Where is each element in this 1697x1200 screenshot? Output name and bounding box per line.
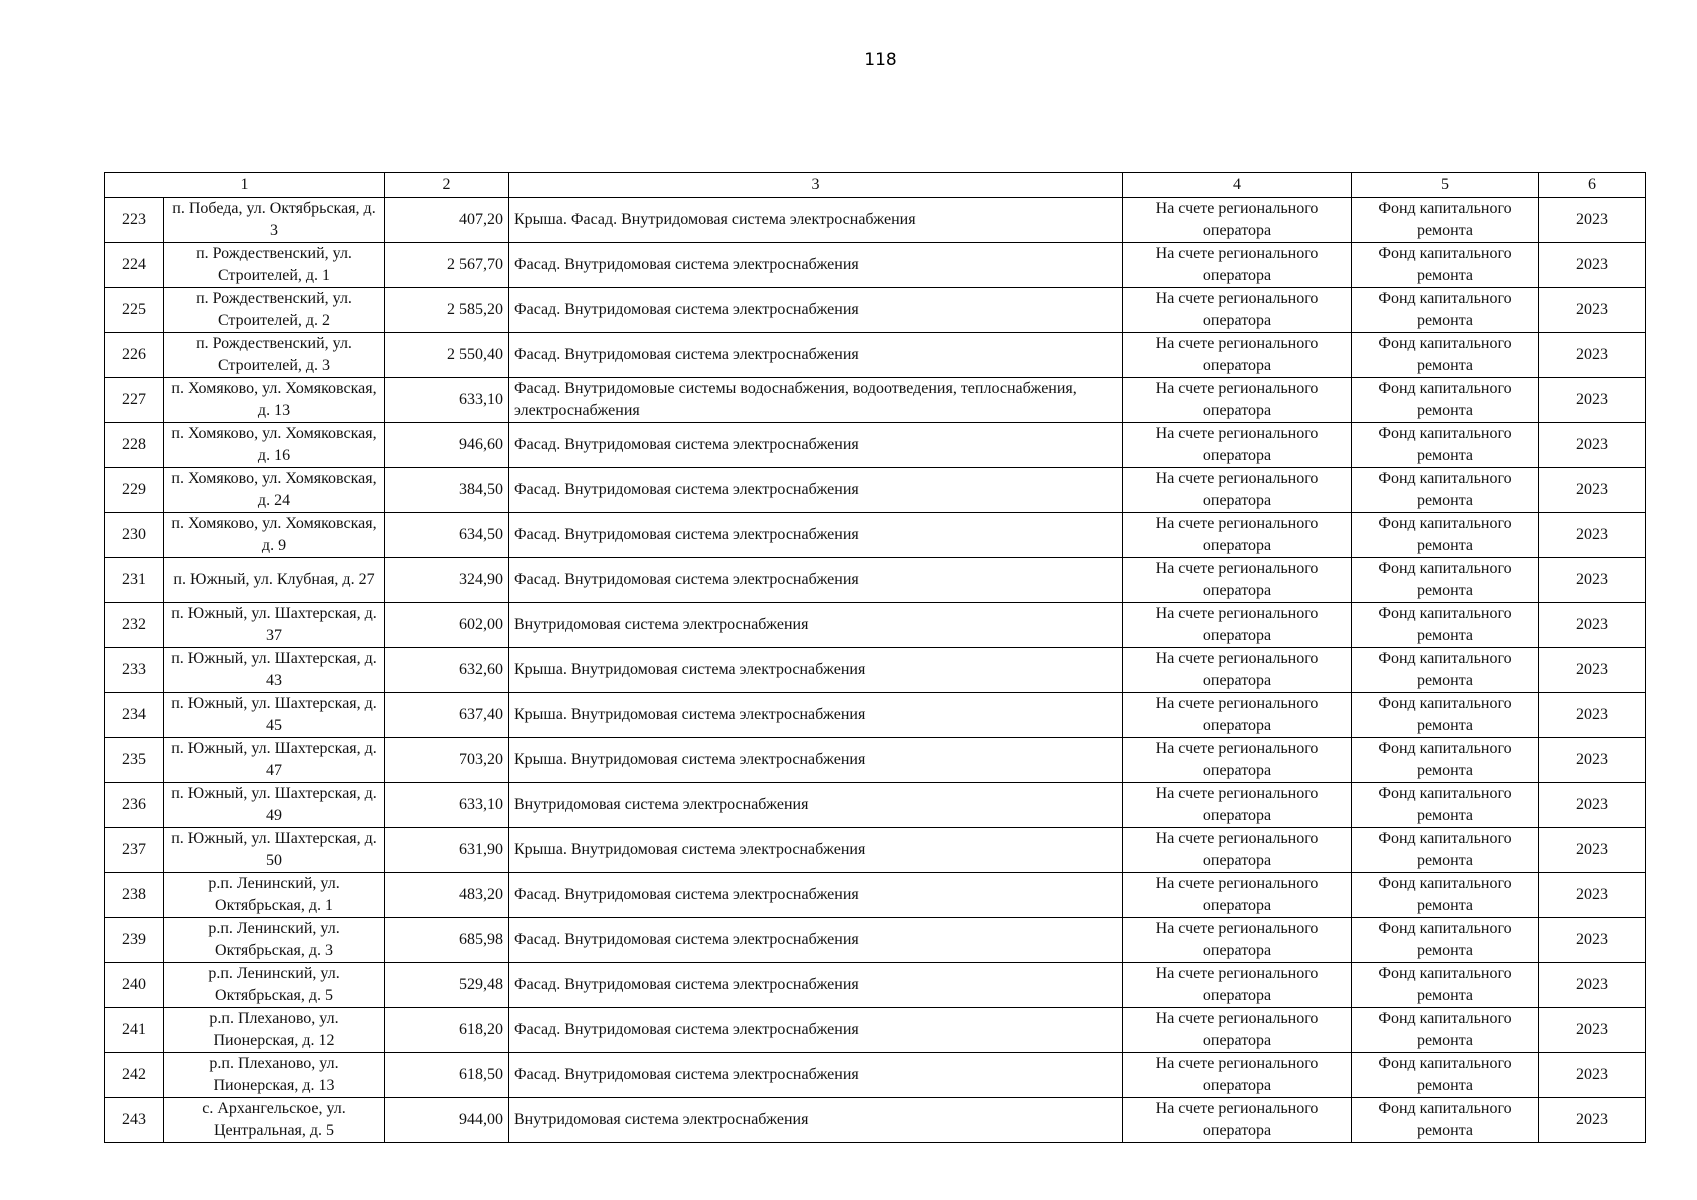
row-number: 235	[105, 738, 164, 783]
funding-source: Фонд капитального ремонта	[1352, 828, 1539, 873]
house-area: 631,90	[385, 828, 509, 873]
repair-works: Внутридомовая система электроснабжения	[509, 1098, 1123, 1143]
row-number: 234	[105, 693, 164, 738]
row-number: 241	[105, 1008, 164, 1053]
house-area: 529,48	[385, 963, 509, 1008]
fund-account: На счете регионального оператора	[1123, 513, 1352, 558]
funding-source: Фонд капитального ремонта	[1352, 738, 1539, 783]
funding-source: Фонд капитального ремонта	[1352, 648, 1539, 693]
repair-works: Внутридомовая система электроснабжения	[509, 783, 1123, 828]
table-row	[105, 693, 1646, 738]
repair-works: Фасад. Внутридомовая система электроснабжения	[509, 423, 1123, 468]
row-number: 240	[105, 963, 164, 1008]
funding-source: Фонд капитального ремонта	[1352, 513, 1539, 558]
funding-source: Фонд капитального ремонта	[1352, 1008, 1539, 1053]
page-number: 118	[864, 50, 897, 70]
funding-source: Фонд капитального ремонта	[1352, 423, 1539, 468]
repair-works: Фасад. Внутридомовая система электроснабжения	[509, 468, 1123, 513]
funding-source: Фонд капитального ремонта	[1352, 333, 1539, 378]
repair-year: 2023	[1539, 603, 1646, 648]
repair-year: 2023	[1539, 1008, 1646, 1053]
funding-source: Фонд капитального ремонта	[1352, 1098, 1539, 1143]
repair-register-table	[104, 172, 1646, 1143]
house-address: п. Южный, ул. Шахтерская, д. 49	[164, 783, 385, 828]
fund-account: На счете регионального оператора	[1123, 558, 1352, 603]
house-address: п. Хомяково, ул. Хомяковская, д. 13	[164, 378, 385, 423]
house-address: п. Рождественский, ул. Строителей, д. 1	[164, 243, 385, 288]
fund-account: На счете регионального оператора	[1123, 288, 1352, 333]
table-row	[105, 1008, 1646, 1053]
house-area: 2 567,70	[385, 243, 509, 288]
repair-works: Крыша. Фасад. Внутридомовая система электроснабжения	[509, 198, 1123, 243]
row-number: 228	[105, 423, 164, 468]
fund-account: На счете регионального оператора	[1123, 243, 1352, 288]
row-number: 237	[105, 828, 164, 873]
table-row	[105, 873, 1646, 918]
row-number: 233	[105, 648, 164, 693]
repair-works: Фасад. Внутридомовая система электроснабжения	[509, 873, 1123, 918]
table-row	[105, 828, 1646, 873]
house-area: 384,50	[385, 468, 509, 513]
repair-year: 2023	[1539, 288, 1646, 333]
fund-account: На счете регионального оператора	[1123, 918, 1352, 963]
repair-year: 2023	[1539, 963, 1646, 1008]
repair-works: Фасад. Внутридомовая система электроснабжения	[509, 333, 1123, 378]
repair-year: 2023	[1539, 828, 1646, 873]
row-number: 239	[105, 918, 164, 963]
funding-source: Фонд капитального ремонта	[1352, 558, 1539, 603]
house-address: п. Южный, ул. Шахтерская, д. 43	[164, 648, 385, 693]
funding-source: Фонд капитального ремонта	[1352, 783, 1539, 828]
repair-works: Фасад. Внутридомовая система электроснабжения	[509, 1008, 1123, 1053]
repair-works: Крыша. Внутридомовая система электроснабжения	[509, 648, 1123, 693]
fund-account: На счете регионального оператора	[1123, 378, 1352, 423]
table-row	[105, 333, 1646, 378]
table-row	[105, 423, 1646, 468]
repair-year: 2023	[1539, 333, 1646, 378]
house-area: 618,50	[385, 1053, 509, 1098]
row-number: 236	[105, 783, 164, 828]
repair-year: 2023	[1539, 558, 1646, 603]
repair-year: 2023	[1539, 513, 1646, 558]
fund-account: На счете регионального оператора	[1123, 468, 1352, 513]
row-number: 226	[105, 333, 164, 378]
house-area: 633,10	[385, 378, 509, 423]
row-number: 242	[105, 1053, 164, 1098]
header-row	[105, 173, 1646, 198]
house-address: п. Рождественский, ул. Строителей, д. 2	[164, 288, 385, 333]
repair-works: Крыша. Внутридомовая система электроснабжения	[509, 828, 1123, 873]
row-number: 223	[105, 198, 164, 243]
row-number: 238	[105, 873, 164, 918]
column-header-1: 1	[105, 173, 385, 198]
funding-source: Фонд капитального ремонта	[1352, 963, 1539, 1008]
house-area: 407,20	[385, 198, 509, 243]
column-header-6: 6	[1539, 173, 1646, 198]
house-address: р.п. Ленинский, ул. Октябрьская, д. 1	[164, 873, 385, 918]
funding-source: Фонд капитального ремонта	[1352, 603, 1539, 648]
repair-year: 2023	[1539, 783, 1646, 828]
table-row	[105, 738, 1646, 783]
funding-source: Фонд капитального ремонта	[1352, 378, 1539, 423]
repair-year: 2023	[1539, 738, 1646, 783]
table-row	[105, 243, 1646, 288]
fund-account: На счете регионального оператора	[1123, 963, 1352, 1008]
repair-works: Фасад. Внутридомовая система электроснабжения	[509, 918, 1123, 963]
row-number: 231	[105, 558, 164, 603]
house-address: п. Южный, ул. Шахтерская, д. 37	[164, 603, 385, 648]
table-row	[105, 648, 1646, 693]
funding-source: Фонд капитального ремонта	[1352, 693, 1539, 738]
repair-works: Крыша. Внутридомовая система электроснабжения	[509, 693, 1123, 738]
fund-account: На счете регионального оператора	[1123, 648, 1352, 693]
row-number: 229	[105, 468, 164, 513]
column-header-2: 2	[385, 173, 509, 198]
fund-account: На счете регионального оператора	[1123, 1098, 1352, 1143]
row-number: 232	[105, 603, 164, 648]
funding-source: Фонд капитального ремонта	[1352, 918, 1539, 963]
house-address: п. Победа, ул. Октябрьская, д. 3	[164, 198, 385, 243]
fund-account: На счете регионального оператора	[1123, 333, 1352, 378]
fund-account: На счете регионального оператора	[1123, 873, 1352, 918]
table-row	[105, 558, 1646, 603]
table-row	[105, 1053, 1646, 1098]
repair-year: 2023	[1539, 378, 1646, 423]
funding-source: Фонд капитального ремонта	[1352, 288, 1539, 333]
house-area: 637,40	[385, 693, 509, 738]
repair-works: Фасад. Внутридомовая система электроснабжения	[509, 288, 1123, 333]
house-area: 633,10	[385, 783, 509, 828]
repair-year: 2023	[1539, 1098, 1646, 1143]
house-address: п. Хомяково, ул. Хомяковская, д. 24	[164, 468, 385, 513]
house-area: 602,00	[385, 603, 509, 648]
table-header	[105, 173, 1646, 198]
row-number: 230	[105, 513, 164, 558]
house-area: 685,98	[385, 918, 509, 963]
house-area: 632,60	[385, 648, 509, 693]
column-header-5: 5	[1352, 173, 1539, 198]
repair-works: Крыша. Внутридомовая система электроснабжения	[509, 738, 1123, 783]
repair-works: Фасад. Внутридомовая система электроснабжения	[509, 1053, 1123, 1098]
row-number: 243	[105, 1098, 164, 1143]
table-row	[105, 918, 1646, 963]
house-area: 618,20	[385, 1008, 509, 1053]
repair-works: Внутридомовая система электроснабжения	[509, 603, 1123, 648]
repair-year: 2023	[1539, 198, 1646, 243]
fund-account: На счете регионального оператора	[1123, 738, 1352, 783]
funding-source: Фонд капитального ремонта	[1352, 198, 1539, 243]
row-number: 225	[105, 288, 164, 333]
house-address: п. Южный, ул. Шахтерская, д. 50	[164, 828, 385, 873]
column-header-4: 4	[1123, 173, 1352, 198]
table-body	[105, 198, 1646, 1143]
fund-account: На счете регионального оператора	[1123, 198, 1352, 243]
house-area: 634,50	[385, 513, 509, 558]
table-row	[105, 288, 1646, 333]
house-area: 2 585,20	[385, 288, 509, 333]
repair-year: 2023	[1539, 873, 1646, 918]
repair-year: 2023	[1539, 423, 1646, 468]
funding-source: Фонд капитального ремонта	[1352, 1053, 1539, 1098]
table-row	[105, 603, 1646, 648]
funding-source: Фонд капитального ремонта	[1352, 468, 1539, 513]
house-area: 324,90	[385, 558, 509, 603]
fund-account: На счете регионального оператора	[1123, 603, 1352, 648]
house-address: п. Южный, ул. Шахтерская, д. 47	[164, 738, 385, 783]
table-row	[105, 378, 1646, 423]
house-area: 703,20	[385, 738, 509, 783]
house-address: с. Архангельское, ул. Центральная, д. 5	[164, 1098, 385, 1143]
fund-account: На счете регионального оператора	[1123, 693, 1352, 738]
fund-account: На счете регионального оператора	[1123, 1053, 1352, 1098]
funding-source: Фонд капитального ремонта	[1352, 873, 1539, 918]
house-area: 483,20	[385, 873, 509, 918]
house-address: п. Хомяково, ул. Хомяковская, д. 16	[164, 423, 385, 468]
repair-works: Фасад. Внутридомовые системы водоснабжения, водоотведения, теплоснабжения, электроснабжения	[509, 378, 1123, 423]
repair-year: 2023	[1539, 243, 1646, 288]
table-row	[105, 468, 1646, 513]
fund-account: На счете регионального оператора	[1123, 1008, 1352, 1053]
table-row	[105, 513, 1646, 558]
repair-works: Фасад. Внутридомовая система электроснабжения	[509, 513, 1123, 558]
fund-account: На счете регионального оператора	[1123, 423, 1352, 468]
row-number: 224	[105, 243, 164, 288]
house-address: п. Хомяково, ул. Хомяковская, д. 9	[164, 513, 385, 558]
house-area: 944,00	[385, 1098, 509, 1143]
table-row	[105, 783, 1646, 828]
house-area: 946,60	[385, 423, 509, 468]
column-header-3: 3	[509, 173, 1123, 198]
row-number: 227	[105, 378, 164, 423]
table-row	[105, 198, 1646, 243]
fund-account: На счете регионального оператора	[1123, 783, 1352, 828]
repair-year: 2023	[1539, 918, 1646, 963]
repair-year: 2023	[1539, 648, 1646, 693]
repair-works: Фасад. Внутридомовая система электроснабжения	[509, 558, 1123, 603]
funding-source: Фонд капитального ремонта	[1352, 243, 1539, 288]
house-address: п. Рождественский, ул. Строителей, д. 3	[164, 333, 385, 378]
house-area: 2 550,40	[385, 333, 509, 378]
fund-account: На счете регионального оператора	[1123, 828, 1352, 873]
house-address: п. Южный, ул. Клубная, д. 27	[164, 558, 385, 603]
repair-works: Фасад. Внутридомовая система электроснабжения	[509, 243, 1123, 288]
repair-works: Фасад. Внутридомовая система электроснабжения	[509, 963, 1123, 1008]
table-row	[105, 963, 1646, 1008]
repair-year: 2023	[1539, 693, 1646, 738]
house-address: р.п. Плеханово, ул. Пионерская, д. 12	[164, 1008, 385, 1053]
repair-year: 2023	[1539, 1053, 1646, 1098]
house-address: р.п. Ленинский, ул. Октябрьская, д. 3	[164, 918, 385, 963]
repair-year: 2023	[1539, 468, 1646, 513]
house-address: р.п. Ленинский, ул. Октябрьская, д. 5	[164, 963, 385, 1008]
page-number-wrap	[0, 50, 1697, 70]
house-address: р.п. Плеханово, ул. Пионерская, д. 13	[164, 1053, 385, 1098]
table-row	[105, 1098, 1646, 1143]
house-address: п. Южный, ул. Шахтерская, д. 45	[164, 693, 385, 738]
